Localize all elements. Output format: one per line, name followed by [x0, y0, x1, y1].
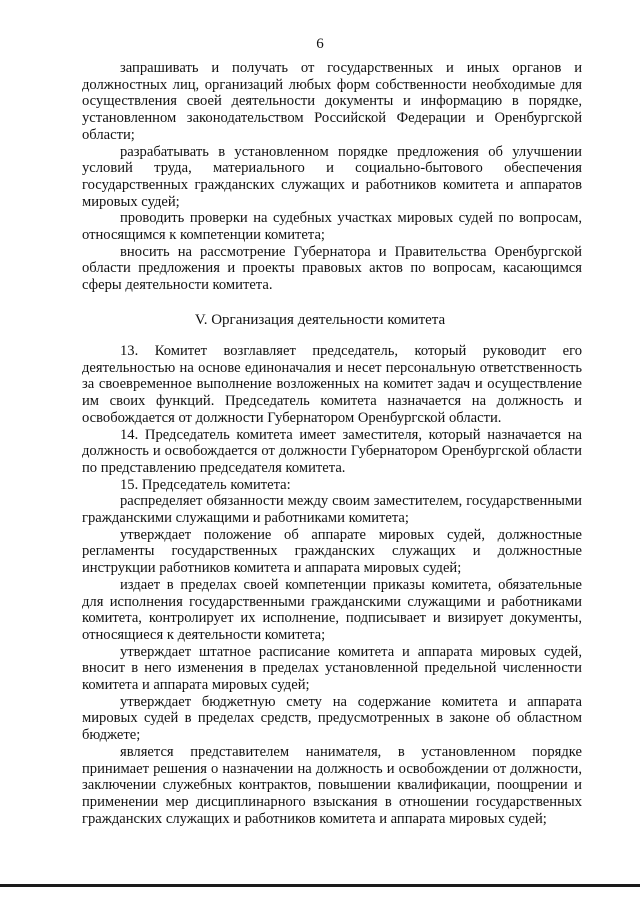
section-heading: V. Организация деятельности комитета: [194, 312, 446, 328]
paragraph: утверждает штатное расписание комитета и аппарата мировых судей, вносит в него изменения в пределах установленной предельной численности комитета и аппарата мировых судей;: [82, 643, 582, 694]
paragraph: является представителем нанимателя, в установленном порядке принимает решения о назначении на должность и освобождении от должности, заключении служебных контрактов, повышении квалификации, поощрении и применении мер дисциплинарного взыскания в отношении государственных гражданских служащих и работников комитета и аппарата мировых судей;: [82, 743, 582, 827]
paragraph: 14. Председатель комитета имеет заместителя, который назначается на должность и освобождается от должности Губернатором Оренбургской области по представлению председателя комитета.: [82, 426, 582, 476]
section-2-body: [82, 343, 582, 827]
bottom-rule: [0, 884, 640, 887]
paragraph: утверждает положение об аппарате мировых судей, должностные регламенты государственных гражданских служащих и должностные инструкции работников комитета и аппарата мировых судей;: [82, 526, 582, 577]
paragraph: вносить на рассмотрение Губернатора и Правительства Оренбургской области предложения и проекты правовых актов по вопросам, касающимся сферы деятельности комитета.: [82, 243, 582, 294]
paragraph: проводить проверки на судебных участках мировых судей по вопросам, относящимся к компетенции комитета;: [82, 210, 582, 244]
paragraph: 13. Комитет возглавляет председатель, который руководит его деятельностью на основе единоначалия и несет персональную ответственность за своевременное выполнение возложенных на комитет задач и осуществление им своих функций. Председатель комитета назначается на должность и освобождается от должности Губернатором Оренбургской области.: [82, 343, 582, 426]
paragraph: утверждает бюджетную смету на содержание комитета и аппарата мировых судей в пределах средств, предусмотренных в законе об областном бюджете;: [82, 693, 582, 744]
paragraph: 15. Председатель комитета:: [120, 476, 291, 493]
paragraph: издает в пределах своей компетенции приказы комитета, обязательные для исполнения государственными гражданскими служащими и работниками комитета, контролирует их исполнение, подписывает и визирует документы, относящиеся к деятельности комитета;: [82, 576, 582, 643]
paragraph: запрашивать и получать от государственных и иных органов и должностных лиц, организаций любых форм собственности необходимые для осуществления своей деятельности документы и информацию в порядке, установленном законодательством Российской Федерации и Оренбургской области;: [82, 60, 582, 143]
paragraph: распределяет обязанности между своим заместителем, государственными гражданскими служащими и работниками комитета;: [82, 493, 582, 527]
paragraph: разрабатывать в установленном порядке предложения об улучшении условий труда, материального и социально-бытового обеспечения государственных гражданских служащих и работников комитета и аппаратов мировых судей;: [82, 143, 582, 210]
page-number: 6: [316, 36, 324, 52]
section-1-body: [82, 60, 582, 294]
